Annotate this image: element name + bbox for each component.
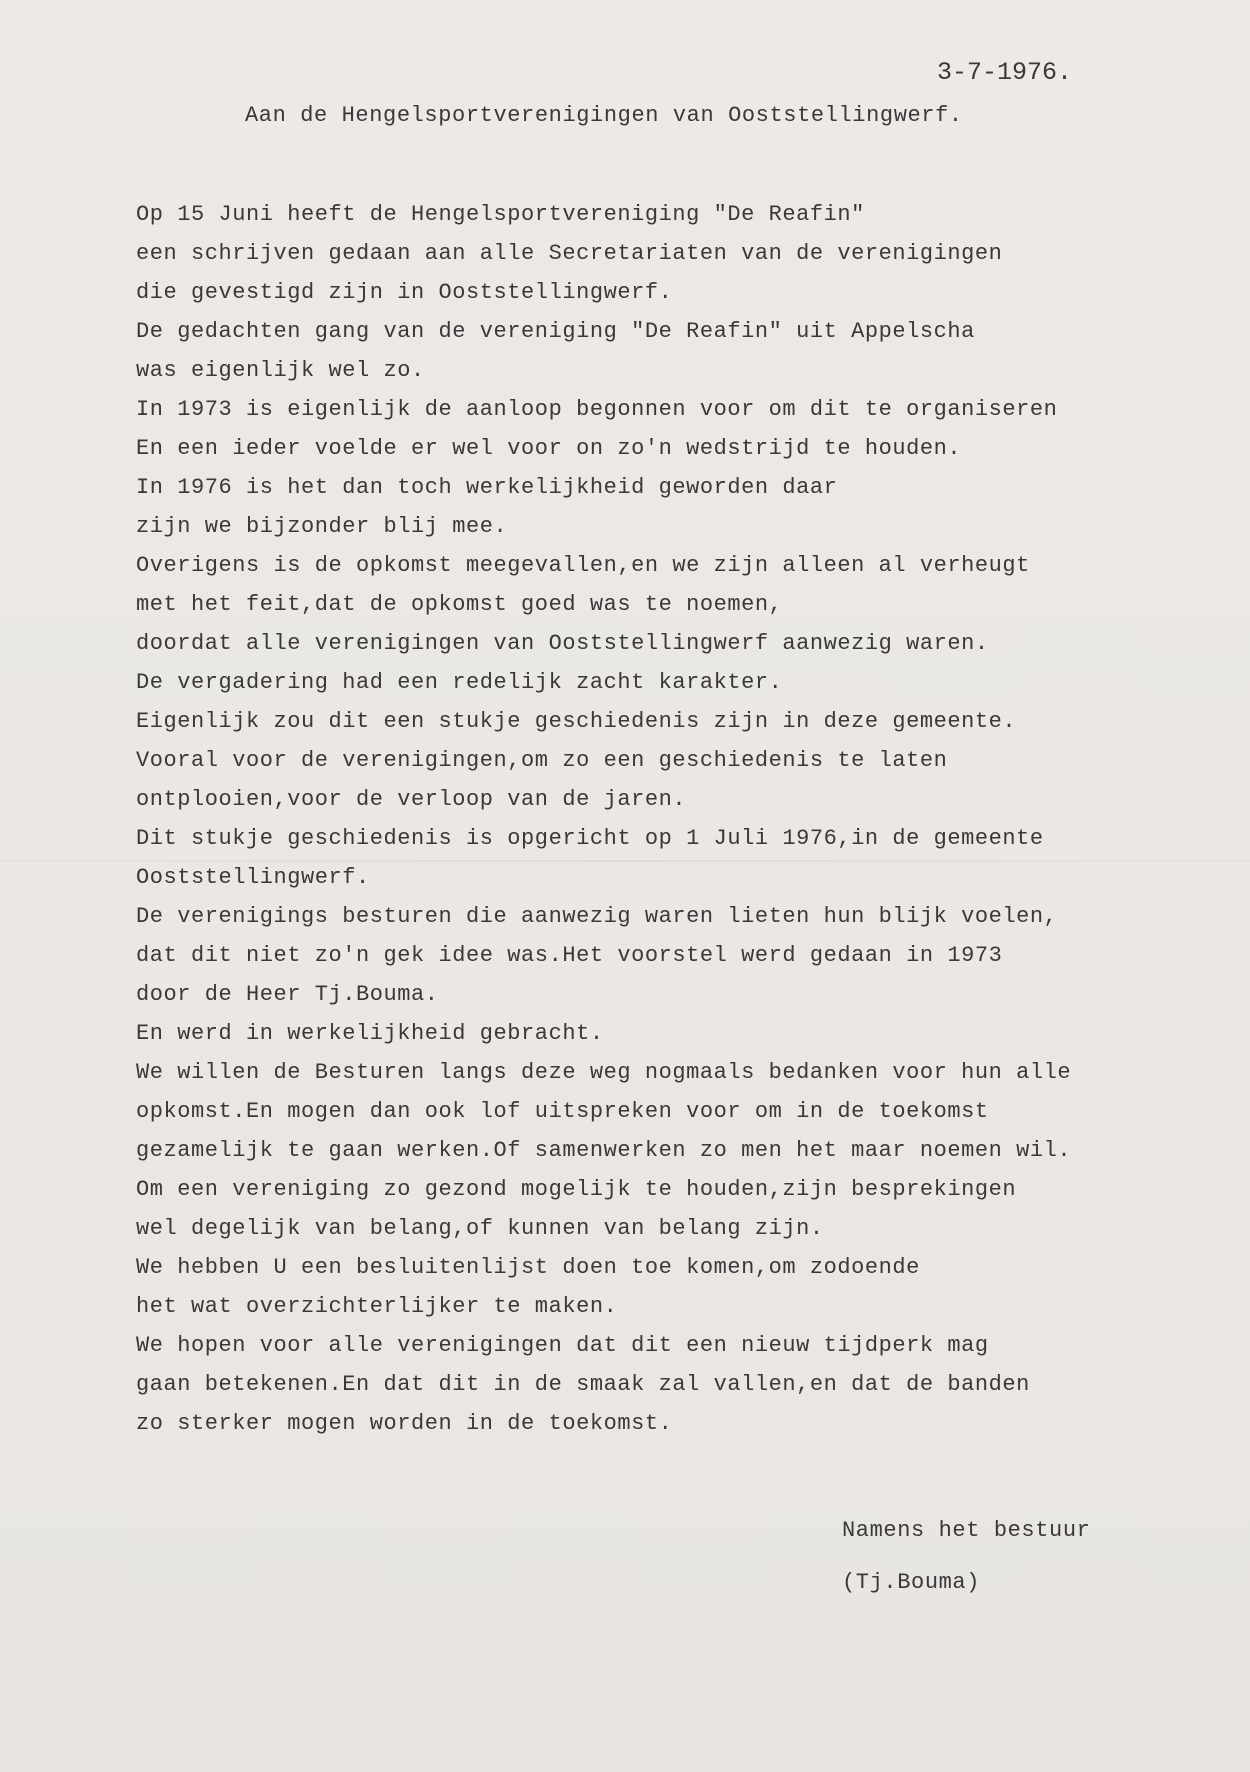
letter-date: 3-7-1976. bbox=[937, 58, 1073, 87]
body-line: was eigenlijk wel zo. bbox=[136, 358, 425, 383]
body-line: dat dit niet zo'n gek idee was.Het voorstel werd gedaan in 1973 bbox=[136, 943, 1003, 968]
body-line: door de Heer Tj.Bouma. bbox=[136, 982, 439, 1007]
body-line: een schrijven gedaan aan alle Secretariaten van de verenigingen bbox=[136, 241, 1003, 266]
body-line: Om een vereniging zo gezond mogelijk te houden,zijn besprekingen bbox=[136, 1177, 1017, 1202]
body-line: die gevestigd zijn in Ooststellingwerf. bbox=[136, 280, 673, 305]
body-line: het wat overzichterlijker te maken. bbox=[136, 1294, 618, 1319]
body-line: De vergadering had een redelijk zacht karakter. bbox=[136, 670, 783, 695]
closing-line: Namens het bestuur bbox=[842, 1518, 1091, 1543]
body-line: Ooststellingwerf. bbox=[136, 865, 370, 890]
body-line: met het feit,dat de opkomst goed was te noemen, bbox=[136, 592, 783, 617]
body-line: Vooral voor de verenigingen,om zo een geschiedenis te laten bbox=[136, 748, 948, 773]
body-line: We hopen voor alle verenigingen dat dit een nieuw tijdperk mag bbox=[136, 1333, 989, 1358]
signature: (Tj.Bouma) bbox=[842, 1570, 981, 1595]
body-line: zo sterker mogen worden in de toekomst. bbox=[136, 1411, 673, 1436]
body-line: De gedachten gang van de vereniging "De Reafin" uit Appelscha bbox=[136, 319, 975, 344]
body-line: gaan betekenen.En dat dit in de smaak zal vallen,en dat de banden bbox=[136, 1372, 1030, 1397]
body-line: We willen de Besturen langs deze weg nogmaals bedanken voor hun alle bbox=[136, 1060, 1072, 1085]
body-line: Op 15 Juni heeft de Hengelsportvereniging "De Reafin" bbox=[136, 202, 865, 227]
body-line: En werd in werkelijkheid gebracht. bbox=[136, 1021, 604, 1046]
body-line: In 1976 is het dan toch werkelijkheid geworden daar bbox=[136, 475, 838, 500]
body-line: Overigens is de opkomst meegevallen,en we zijn alleen al verheugt bbox=[136, 553, 1030, 578]
body-line: doordat alle verenigingen van Ooststellingwerf aanwezig waren. bbox=[136, 631, 989, 656]
letter-closing bbox=[842, 1505, 1090, 1609]
body-line: gezamelijk te gaan werken.Of samenwerken zo men het maar noemen wil. bbox=[136, 1138, 1072, 1163]
letter-body bbox=[136, 195, 1236, 1443]
body-line: ontplooien,voor de verloop van de jaren. bbox=[136, 787, 687, 812]
body-line: Eigenlijk zou dit een stukje geschiedenis zijn in deze gemeente. bbox=[136, 709, 1017, 734]
body-line: In 1973 is eigenlijk de aanloop begonnen voor om dit te organiseren bbox=[136, 397, 1058, 422]
body-line: En een ieder voelde er wel voor on zo'n wedstrijd te houden. bbox=[136, 436, 962, 461]
body-line: Dit stukje geschiedenis is opgericht op 1 Juli 1976,in de gemeente bbox=[136, 826, 1044, 851]
body-line: We hebben U een besluitenlijst doen toe komen,om zodoende bbox=[136, 1255, 920, 1280]
body-line: zijn we bijzonder blij mee. bbox=[136, 514, 508, 539]
letter-salutation: Aan de Hengelsportverenigingen van Ooststellingwerf. bbox=[245, 103, 963, 128]
body-line: De verenigings besturen die aanwezig waren lieten hun blijk voelen, bbox=[136, 904, 1058, 929]
body-line: opkomst.En mogen dan ook lof uitspreken voor om in de toekomst bbox=[136, 1099, 989, 1124]
body-line: wel degelijk van belang,of kunnen van belang zijn. bbox=[136, 1216, 824, 1241]
